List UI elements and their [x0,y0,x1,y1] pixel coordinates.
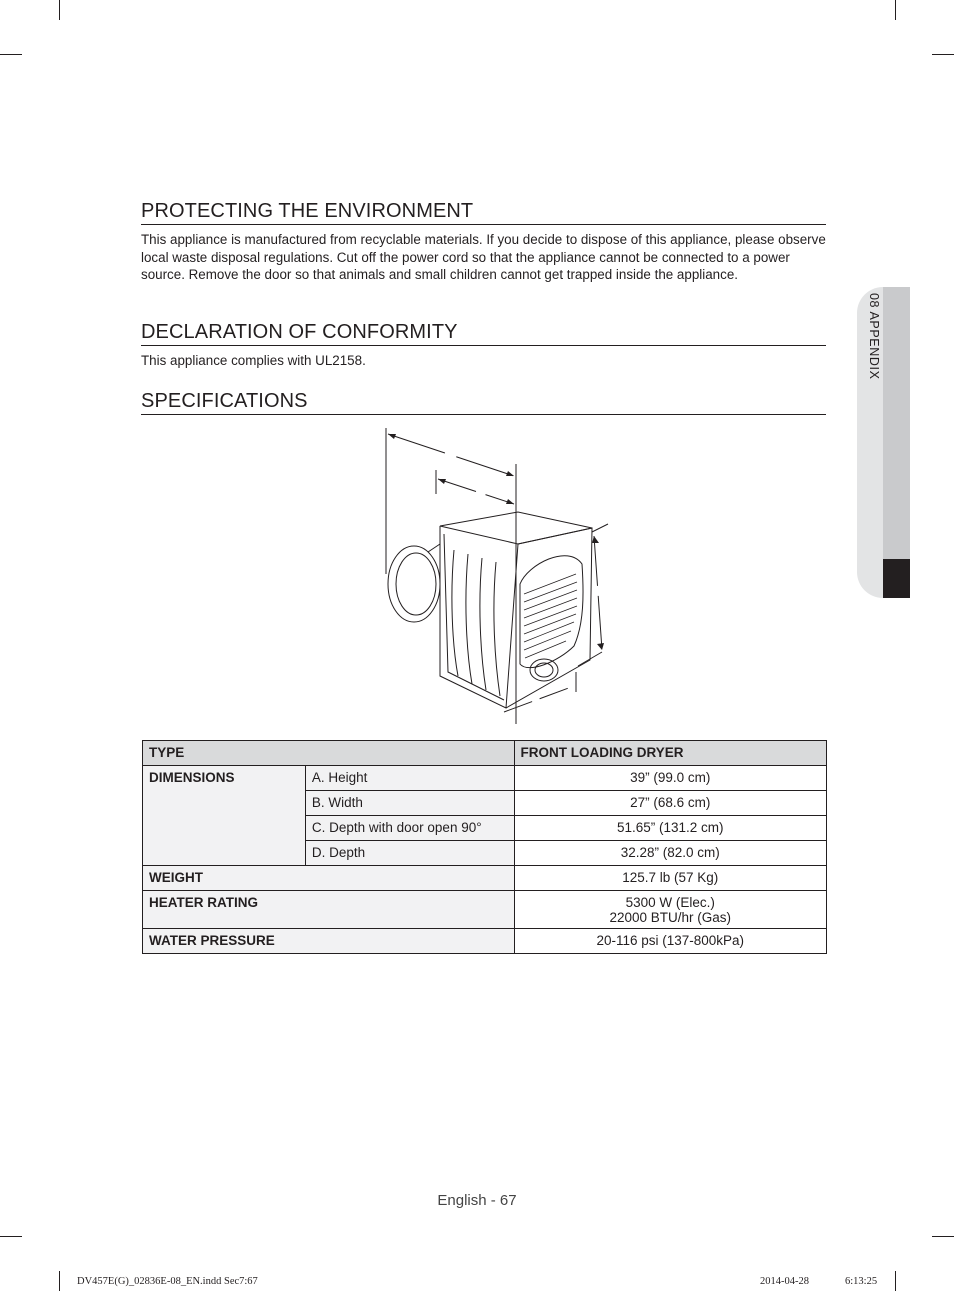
crop-mark [895,1271,896,1291]
section-title: SPECIFICATIONS [141,389,826,415]
type-value: FRONT LOADING DRYER [514,741,826,766]
crop-mark [59,1271,60,1291]
table-row [143,929,827,954]
section-body: This appliance complies with UL2158. [141,353,366,368]
dimension-name: B. Width [305,791,514,816]
crop-mark [932,1236,954,1237]
water-pressure-label: WATER PRESSURE [143,929,515,954]
section-title: DECLARATION OF CONFORMITY [141,320,826,346]
heater-value-gas: 22000 BTU/hr (Gas) [609,910,732,925]
print-slug-date: 2014-04-28 [760,1276,809,1287]
print-slug-file: DV457E(G)_02836E-08_EN.indd Sec7:67 [77,1276,258,1287]
crop-mark [895,0,896,20]
section-title: PROTECTING THE ENVIRONMENT [141,199,826,225]
heater-value [514,891,826,929]
crop-mark [0,1236,22,1237]
crop-mark [59,0,60,20]
dimension-name: D. Depth [305,841,514,866]
dimension-value: 39” (99.0 cm) [514,766,826,791]
dryer-dimensions-illustration [378,424,618,730]
table-row [143,866,827,891]
water-pressure-value: 20-116 psi (137-800kPa) [514,929,826,954]
weight-label: WEIGHT [143,866,515,891]
side-tab-dark-block [883,559,910,598]
chapter-label: 08 APPENDIX [867,293,881,380]
dimension-name: A. Height [305,766,514,791]
dimensions-label: DIMENSIONS [143,766,306,866]
dimension-name: C. Depth with door open 90° [305,816,514,841]
table-row [143,741,827,766]
dimension-value: 51.65” (131.2 cm) [514,816,826,841]
section-body: This appliance is manufactured from recyclable materials. If you decide to dispose of this appliance, please observe local waste disposal regulations. Cut off the power cord so that the appliance cannot be connected to a power source. Remove the door so that animals and small children cannot get trapped inside the appliance. [141,232,826,282]
heater-value-electric: 5300 W (Elec.) [625,895,715,910]
heater-label: HEATER RATING [143,891,515,929]
page-number: English - 67 [437,1192,517,1209]
section-conformity [141,320,826,370]
section-specifications [141,389,826,415]
side-tab-grey-band [883,287,910,559]
crop-mark [0,54,22,55]
table-row [143,766,827,791]
weight-value: 125.7 lb (57 Kg) [514,866,826,891]
print-slug-time: 6:13:25 [845,1276,878,1287]
dimension-value: 32.28” (82.0 cm) [514,841,826,866]
crop-mark [932,54,954,55]
type-label: TYPE [143,741,515,766]
dimension-value: 27” (68.6 cm) [514,791,826,816]
table-row [143,891,827,929]
section-environment [141,199,826,284]
specifications-table [142,740,827,954]
